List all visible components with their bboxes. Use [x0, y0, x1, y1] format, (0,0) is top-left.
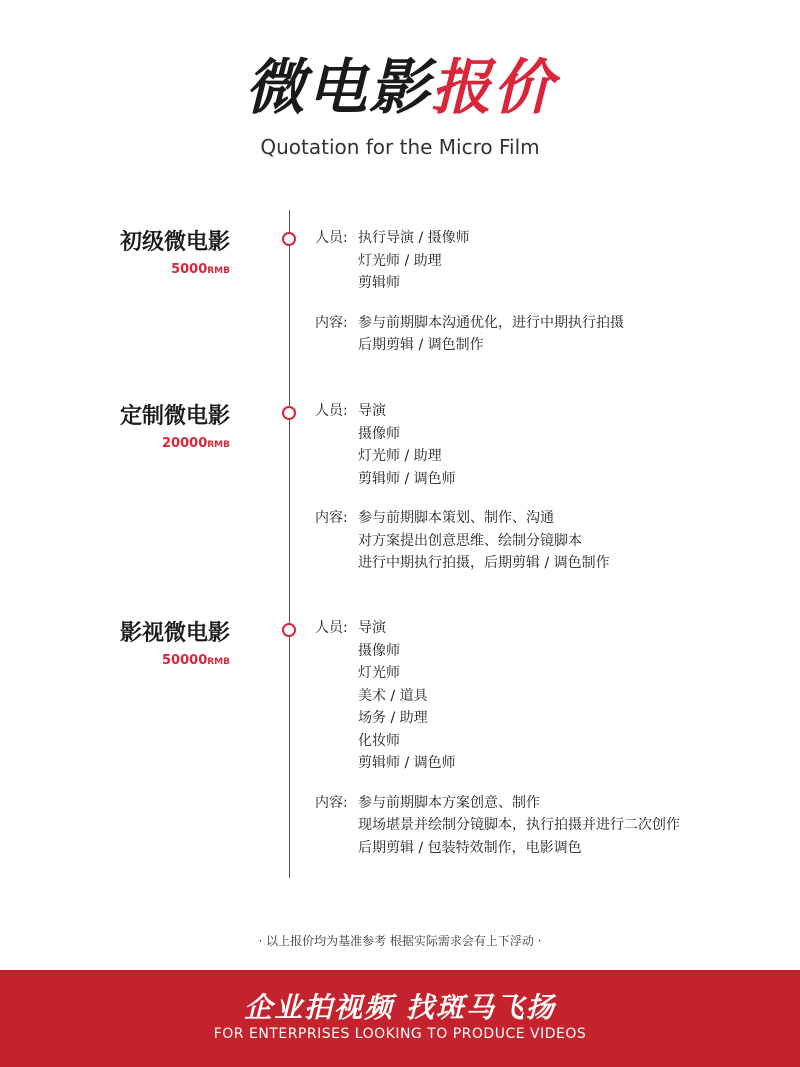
staff-label: 人员: — [315, 620, 348, 636]
tier-2-marker — [282, 406, 296, 420]
tier-3-details — [315, 617, 680, 859]
tier-1-staff — [315, 227, 624, 295]
tier-3-name: 影视微电影 — [119, 621, 230, 646]
tier-3-staff — [315, 617, 680, 775]
staff-line: 场务 / 助理 — [358, 710, 428, 726]
footer-slogan-en: FOR ENTERPRISES LOOKING TO PRODUCE VIDEOS — [213, 1026, 587, 1042]
tier-1-price-value: 5000 — [171, 262, 208, 277]
staff-line: 摄像师 — [358, 642, 400, 659]
staff-line: 美术 / 道具 — [358, 687, 428, 704]
page-title — [0, 52, 800, 124]
content-line: 进行中期执行拍摄，后期剪辑 / 调色制作 — [358, 555, 610, 571]
title-black-part: 微电影 — [245, 53, 431, 123]
staff-line: 导演 — [358, 620, 386, 636]
tier-2-price-unit: RMB — [207, 440, 230, 450]
timeline-line — [289, 210, 290, 878]
title-red-part: 报价 — [431, 53, 555, 123]
staff-line: 灯光师 / 助理 — [358, 252, 442, 269]
tier-1-price-unit: RMB — [207, 266, 230, 276]
footer-banner — [0, 970, 800, 1067]
content-line: 对方案提出创意思维、绘制分镜脚本 — [358, 532, 582, 549]
staff-line: 剪辑师 — [358, 275, 400, 291]
staff-line: 剪辑师 / 调色师 — [358, 755, 456, 771]
tier-3-content — [315, 792, 680, 860]
staff-line: 执行导演 / 摄像师 — [358, 230, 470, 246]
tier-2-price-value: 20000 — [162, 436, 208, 451]
tier-2-name: 定制微电影 — [119, 404, 230, 429]
content-line: 后期剪辑 / 包装特效制作，电影调色 — [358, 839, 582, 856]
tier-1-price — [0, 261, 230, 280]
content-label: 内容: — [315, 510, 348, 526]
tier-1-marker — [282, 232, 296, 246]
page-subtitle: Quotation for the Micro Film — [260, 135, 540, 159]
tier-1-details — [315, 227, 624, 357]
content-label: 内容: — [315, 794, 348, 811]
tier-1-name: 初级微电影 — [119, 230, 230, 255]
staff-label: 人员: — [315, 230, 348, 246]
tier-2-price — [0, 435, 230, 454]
content-line: 参与前期脚本策划、制作、沟通 — [358, 510, 554, 526]
tier-3-price-unit: RMB — [207, 657, 230, 667]
tier-3-price-value: 50000 — [162, 653, 208, 668]
staff-line: 化妆师 — [358, 732, 400, 749]
content-line: 参与前期脚本沟通优化，进行中期执行拍摄 — [358, 314, 624, 331]
staff-line: 摄像师 — [358, 425, 400, 442]
footer-slogan: 企业拍视频 找斑马飞扬 — [244, 991, 556, 1024]
price-note: · 以上报价均为基准参考 根据实际需求会有上下浮动 · — [258, 934, 542, 948]
tier-2-content — [315, 507, 610, 575]
tier-3-price — [0, 652, 230, 671]
content-line: 现场堪景并绘制分镜脚本，执行拍摄并进行二次创作 — [358, 817, 680, 833]
tier-3-marker — [282, 623, 296, 637]
staff-line: 剪辑师 / 调色师 — [358, 470, 456, 487]
tier-1-content — [315, 312, 624, 357]
staff-line: 灯光师 — [358, 665, 400, 681]
tier-2-details — [315, 400, 610, 575]
staff-line: 灯光师 / 助理 — [358, 448, 442, 464]
content-label: 内容: — [315, 314, 348, 331]
content-line: 参与前期脚本方案创意、制作 — [358, 794, 540, 811]
staff-label: 人员: — [315, 403, 348, 419]
staff-line: 导演 — [358, 403, 386, 419]
tier-2-staff — [315, 400, 610, 490]
content-line: 后期剪辑 / 调色制作 — [358, 337, 484, 353]
